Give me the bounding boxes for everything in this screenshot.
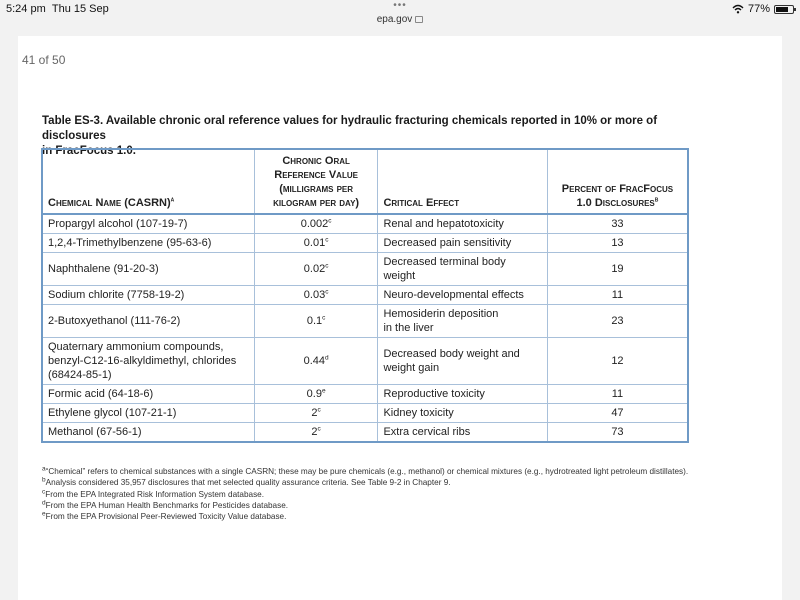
footnote-c: $^c$From the EPA Integrated Risk Information System database. <box>42 487 264 499</box>
chemical-cell: Sodium chlorite (7758-19-2) <box>42 286 254 305</box>
reference-value-cell: 0.9e <box>254 385 378 404</box>
reference-values-table <box>41 148 689 443</box>
reference-value-cell: 0.002$^c$ <box>254 214 378 234</box>
critical-effect-cell: Renal and hepatotoxicity <box>378 214 547 234</box>
table-row <box>42 253 688 286</box>
header-reference-value: Chronic Oral Reference Value (milligrams per kilogram per day) <box>254 149 378 214</box>
more-options-icon[interactable]: ••• <box>393 0 407 11</box>
chemical-cell: 2-Butoxyethanol (111-76-2) <box>42 305 254 338</box>
battery-icon <box>774 5 794 14</box>
critical-effect-cell: Kidney toxicity <box>378 404 547 423</box>
url-text: epa.gov <box>376 14 413 25</box>
reference-value-cell: 0.1$^c$ <box>254 305 378 338</box>
critical-effect-cell: Decreased pain sensitivity <box>378 234 547 253</box>
header-chemical-name: Chemical Name (CASRN)$^a$ <box>42 149 254 214</box>
critical-effect-cell: Neuro-developmental effects <box>378 286 547 305</box>
page-counter: 41 of 50 <box>22 53 66 67</box>
critical-effect-cell: Extra cervical ribs <box>378 423 547 443</box>
table-footnotes <box>42 466 712 522</box>
percent-cell: 23 <box>547 305 688 338</box>
table-row <box>42 234 688 253</box>
table-row <box>42 385 688 404</box>
percent-cell: 73 <box>547 423 688 443</box>
table-row <box>42 423 688 443</box>
reference-value-cell: 0.44$^d$ <box>254 338 378 385</box>
caption-line-2: in FracFocus 1.0. <box>42 145 136 157</box>
footnote-b: $^b$Analysis considered 35,957 disclosures that met selected quality assurance criteria. See Table 9-2 in Chapter 9. <box>42 476 451 488</box>
lock-icon <box>415 16 423 23</box>
address-bar[interactable] <box>0 14 800 30</box>
chemical-cell: Ethylene glycol (107-21-1) <box>42 404 254 423</box>
percent-cell: 47 <box>547 404 688 423</box>
status-time: 5:24 pm <box>6 3 46 15</box>
table-row <box>42 338 688 385</box>
chemical-cell: Quaternary ammonium compounds, benzyl-C12-16-alkyldimethyl, chlorides (68424-85-1) <box>42 338 254 385</box>
critical-effect-cell: Hemosiderin deposition in the liver <box>378 305 547 338</box>
critical-effect-cell: Decreased terminal body weight <box>378 253 547 286</box>
percent-cell: 13 <box>547 234 688 253</box>
footnote-e: $^e$From the EPA Provisional Peer-Reviewed Toxicity Value database. <box>42 510 287 522</box>
chemical-cell: Methanol (67-56-1) <box>42 423 254 443</box>
table-row <box>42 286 688 305</box>
reference-value-cell: 0.01$^c$ <box>254 234 378 253</box>
reference-value-cell: 2$^c$ <box>254 404 378 423</box>
percent-cell: 33 <box>547 214 688 234</box>
critical-effect-cell: Decreased body weight and weight gain <box>378 338 547 385</box>
table-row <box>42 214 688 234</box>
battery-fill <box>776 7 788 12</box>
critical-effect-cell: Reproductive toxicity <box>378 385 547 404</box>
battery-percent: 77% <box>747 3 770 15</box>
reference-value-cell: 0.03$^c$ <box>254 286 378 305</box>
percent-cell: 11 <box>547 385 688 404</box>
wifi-icon <box>732 4 744 14</box>
percent-cell: 12 <box>547 338 688 385</box>
header-percent-disclosures: Percent of FracFocus 1.0 Disclosures$^b$ <box>547 149 688 214</box>
chemical-cell: Formic acid (64-18-6) <box>42 385 254 404</box>
reference-value-cell: 2$^c$ <box>254 423 378 443</box>
footnote-d: $^d$From the EPA Human Health Benchmarks for Pesticides database. <box>42 499 289 510</box>
table-row <box>42 404 688 423</box>
chemical-cell: Naphthalene (91-20-3) <box>42 253 254 286</box>
caption-line-1: Table ES-3. Available chronic oral reference values for hydraulic fracturing chemicals reported in 10% or more of disclosures <box>42 115 658 142</box>
table-header-row <box>42 149 688 214</box>
header-critical-effect: Critical Effect <box>378 149 547 214</box>
percent-cell: 19 <box>547 253 688 286</box>
chemical-cell: 1,2,4-Trimethylbenzene (95-63-6) <box>42 234 254 253</box>
status-date: Thu 15 Sep <box>51 3 109 15</box>
reference-value-cell: 0.02$^c$ <box>254 253 378 286</box>
table-row <box>42 305 688 338</box>
chemical-cell: Propargyl alcohol (107-19-7) <box>42 214 254 234</box>
footnote-a: $^a$“Chemical” refers to chemical substances with a single CASRN; these may be pure chemicals (e.g., methanol) or chemical mixtures (e.g., hydrotreated light petroleum distillates). <box>42 465 689 476</box>
percent-cell: 11 <box>547 286 688 305</box>
